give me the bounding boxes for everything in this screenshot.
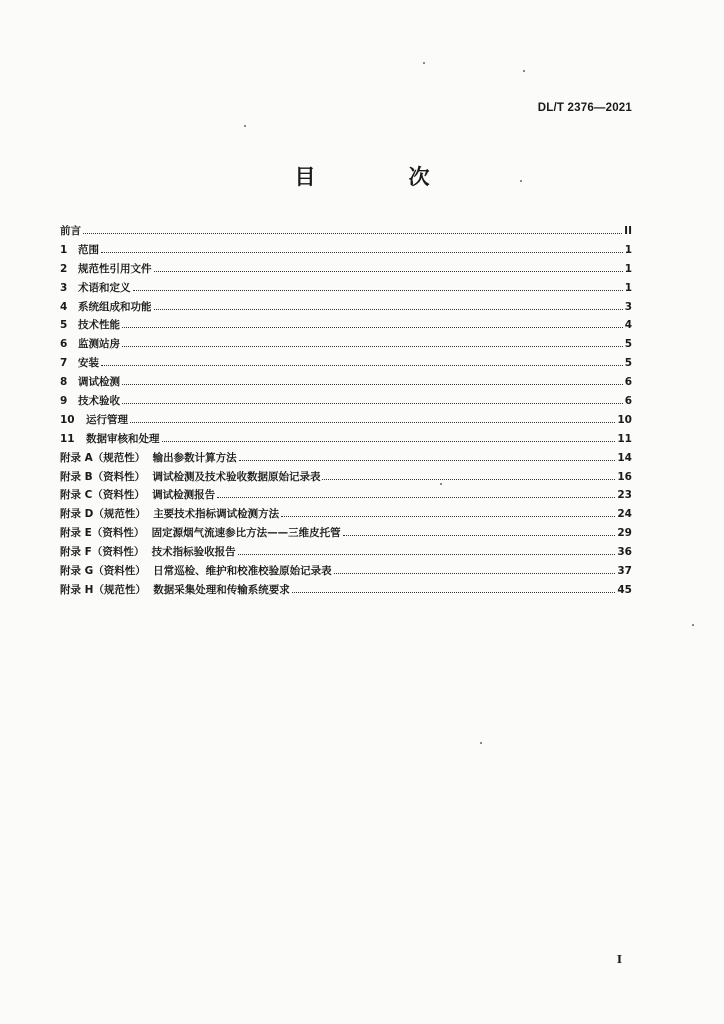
- toc-entry[interactable]: [60, 335, 632, 354]
- toc-entry[interactable]: [60, 581, 632, 600]
- toc-entry[interactable]: [60, 260, 632, 279]
- toc-entry-page: 11: [617, 432, 632, 445]
- toc-entry[interactable]: [60, 354, 632, 373]
- toc-dot-leader: [122, 345, 623, 347]
- toc-entry[interactable]: [60, 392, 632, 411]
- toc-appendix-prefix: 附录 B（资料性）: [60, 470, 153, 483]
- toc-dot-leader: [154, 270, 623, 272]
- toc-entry-page: 5: [624, 357, 632, 370]
- toc-entry-label: 监测站房: [78, 338, 120, 351]
- toc-entry-label: 日常巡检、维护和校准校验原始记录表: [153, 565, 332, 578]
- toc-entry[interactable]: [60, 411, 632, 430]
- toc-entry-label: 数据采集处理和传输系统要求: [153, 583, 290, 596]
- toc-entry[interactable]: [60, 505, 632, 524]
- toc-entry-number: 5: [60, 319, 68, 332]
- document-code: DL/T 2376—2021: [537, 102, 632, 114]
- toc-entry-number: 2: [60, 262, 68, 275]
- toc-entry-label: 调试检测: [78, 376, 120, 389]
- page-number: I: [616, 953, 622, 966]
- table-of-contents: [60, 222, 632, 600]
- toc-dot-leader: [162, 440, 616, 442]
- scan-speck: [440, 483, 442, 485]
- toc-dot-leader: [239, 459, 616, 461]
- toc-entry-number: 4: [60, 300, 68, 313]
- toc-entry-page: 3: [624, 300, 632, 313]
- toc-dot-leader: [83, 232, 622, 234]
- toc-entry-page: 16: [617, 470, 632, 483]
- toc-entry-label: 运行管理: [86, 413, 128, 426]
- toc-entry[interactable]: [60, 373, 632, 392]
- toc-entry[interactable]: [60, 562, 632, 581]
- toc-dot-leader: [122, 326, 623, 328]
- page-title: 目 次: [294, 165, 466, 189]
- toc-dot-leader: [101, 251, 623, 253]
- toc-entry-page: II: [624, 225, 632, 237]
- toc-entry[interactable]: [60, 316, 632, 335]
- scan-speck: [244, 125, 246, 127]
- toc-dot-leader: [238, 553, 616, 555]
- toc-entry-label: 术语和定义: [78, 281, 131, 294]
- toc-entry-label: 技术性能: [78, 319, 120, 332]
- toc-entry-page: 36: [617, 546, 632, 559]
- toc-appendix-prefix: 附录 F（资料性）: [60, 546, 152, 559]
- toc-entry[interactable]: [60, 241, 632, 260]
- toc-dot-leader: [292, 591, 616, 593]
- toc-dot-leader: [101, 364, 623, 366]
- toc-entry-label: 调试检测及技术验收数据原始记录表: [152, 470, 321, 483]
- scan-speck: [523, 70, 525, 72]
- toc-entry[interactable]: [60, 298, 632, 317]
- toc-entry-page: 29: [617, 527, 632, 540]
- toc-dot-leader: [343, 534, 616, 536]
- toc-entry[interactable]: [60, 543, 632, 562]
- toc-entry-label: 安装: [78, 357, 99, 370]
- toc-dot-leader: [130, 421, 615, 423]
- toc-entry-page: 6: [624, 376, 632, 389]
- toc-entry-number: 6: [60, 338, 68, 351]
- toc-entry-label: 系统组成和功能: [78, 300, 152, 313]
- toc-entry-number: 8: [60, 376, 68, 389]
- toc-entry-label: 技术指标验收报告: [151, 546, 236, 559]
- toc-entry-page: 45: [617, 583, 632, 596]
- toc-entry-number: 3: [60, 281, 68, 294]
- toc-appendix-prefix: 附录 C（资料性）: [60, 489, 153, 502]
- toc-entry-page: 24: [617, 508, 632, 521]
- toc-entry[interactable]: [60, 486, 632, 505]
- scan-speck: [520, 180, 522, 182]
- toc-entry[interactable]: [60, 222, 632, 241]
- toc-entry-number: 11: [60, 432, 75, 445]
- toc-entry[interactable]: [60, 449, 632, 468]
- toc-dot-leader: [122, 383, 623, 385]
- toc-entry-label: 固定源烟气流速参比方法——三维皮托管: [151, 527, 341, 540]
- toc-dot-leader: [154, 308, 623, 310]
- toc-dot-leader: [334, 572, 616, 574]
- toc-entry-number: 1: [60, 243, 68, 256]
- scan-speck: [692, 624, 694, 626]
- toc-entry-page: 6: [624, 395, 632, 408]
- toc-appendix-prefix: 附录 A（规范性）: [60, 451, 153, 464]
- toc-entry-page: 5: [624, 338, 632, 351]
- toc-appendix-prefix: 附录 E（资料性）: [60, 527, 152, 540]
- toc-entry-page: 10: [617, 413, 632, 426]
- toc-entry[interactable]: [60, 468, 632, 487]
- toc-entry-page: 4: [624, 319, 632, 332]
- scan-speck: [423, 62, 425, 64]
- toc-entry-number: 9: [60, 395, 68, 408]
- toc-entry-label: 输出参数计算方法: [152, 451, 237, 464]
- toc-dot-leader: [122, 402, 623, 404]
- toc-entry-page: 37: [617, 565, 632, 578]
- toc-entry-page: 14: [617, 451, 632, 464]
- toc-appendix-prefix: 附录 D（规范性）: [60, 508, 154, 521]
- toc-appendix-prefix: 附录 H（规范性）: [60, 583, 154, 596]
- toc-entry-label: 数据审核和处理: [86, 432, 160, 445]
- scan-speck: [480, 742, 482, 744]
- toc-entry-page: 1: [624, 262, 632, 275]
- toc-entry-label: 规范性引用文件: [78, 262, 152, 275]
- toc-entry-label: 调试检测报告: [152, 489, 216, 502]
- toc-entry-label: 技术验收: [78, 395, 120, 408]
- toc-entry-label: 范围: [78, 243, 99, 256]
- toc-appendix-prefix: 附录 G（资料性）: [60, 565, 154, 578]
- toc-entry-page: 1: [624, 243, 632, 256]
- toc-entry-number: 7: [60, 357, 68, 370]
- toc-entry-label: 主要技术指标调试检测方法: [153, 508, 280, 521]
- toc-dot-leader: [322, 478, 615, 480]
- toc-dot-leader: [133, 289, 623, 291]
- toc-entry-page: 1: [624, 281, 632, 294]
- toc-dot-leader: [217, 496, 615, 498]
- toc-entry-label: 前言: [60, 225, 81, 237]
- toc-dot-leader: [281, 515, 615, 517]
- toc-entry-number: 10: [60, 413, 75, 426]
- toc-entry[interactable]: [60, 279, 632, 298]
- toc-entry-page: 23: [617, 489, 632, 502]
- toc-entry[interactable]: [60, 524, 632, 543]
- toc-entry[interactable]: [60, 430, 632, 449]
